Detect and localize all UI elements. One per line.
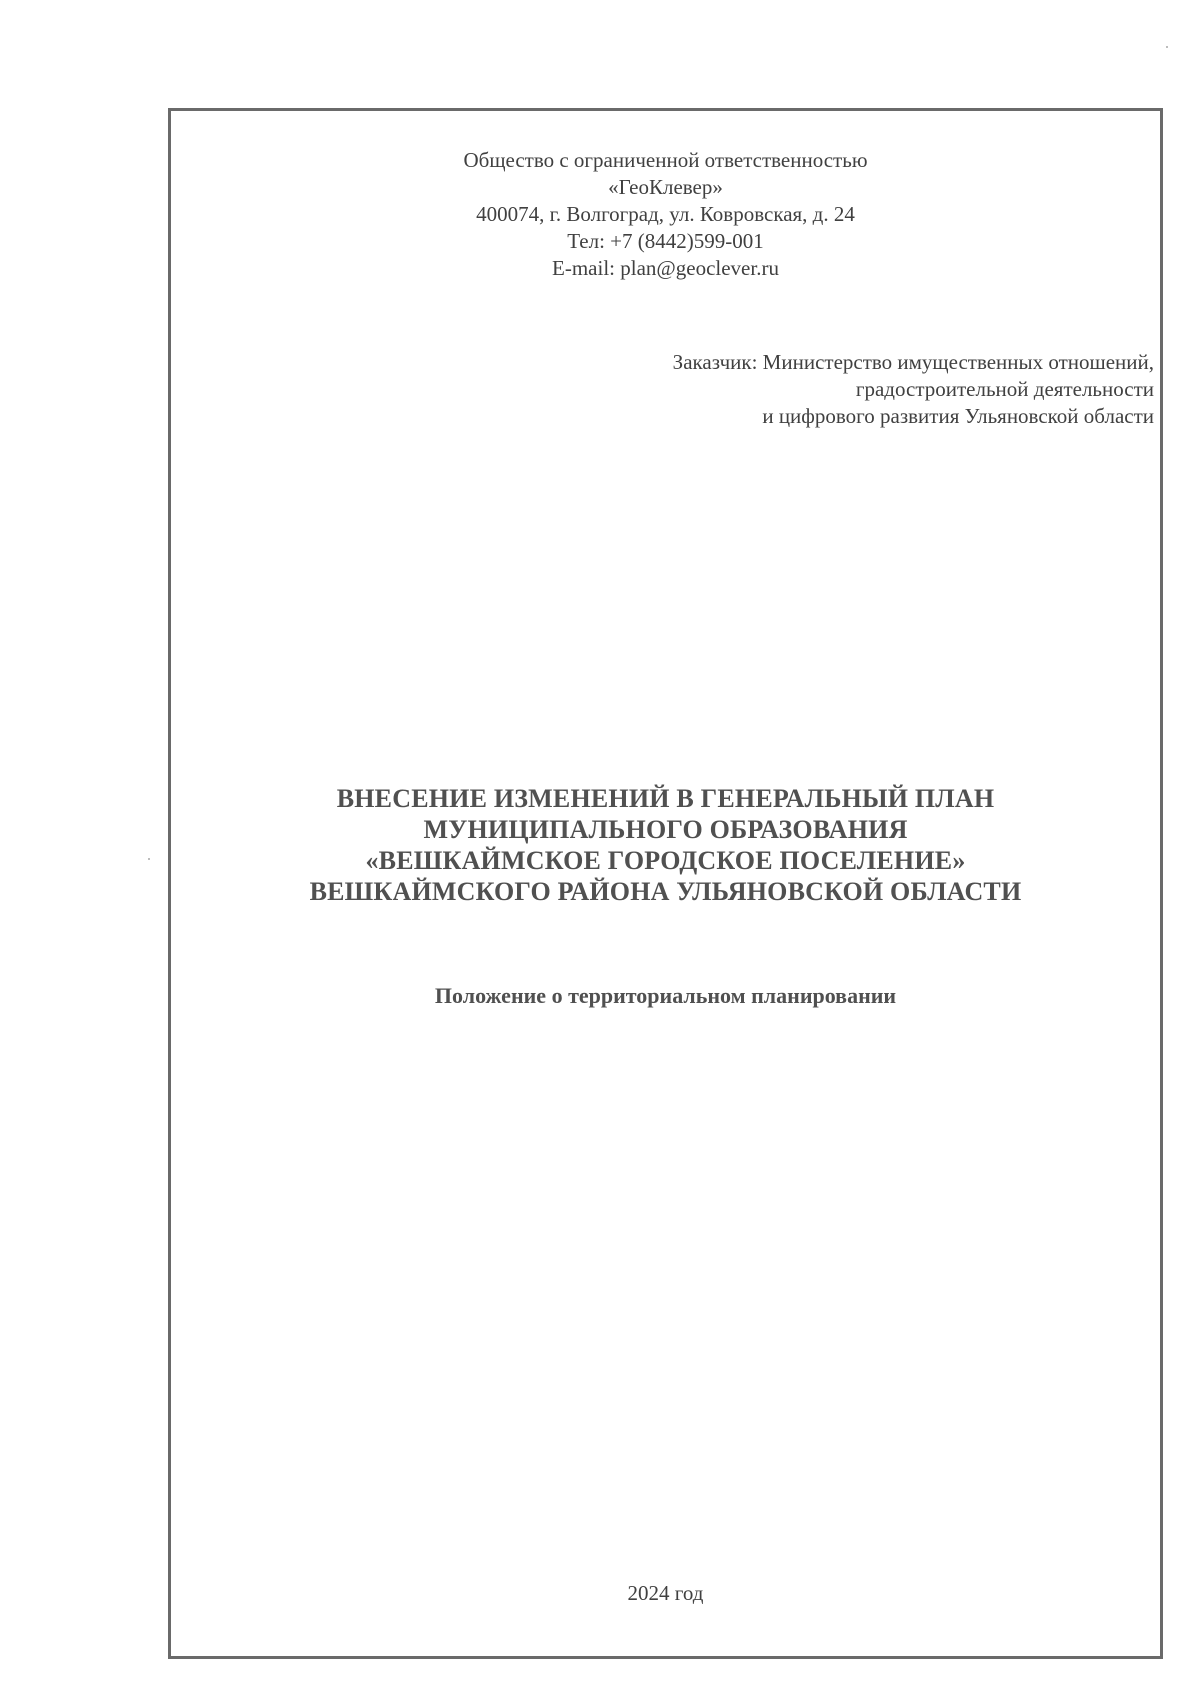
document-year: 2024 год: [627, 1581, 704, 1605]
organization-email: E-mail: plan@geoclever.ru: [552, 256, 779, 280]
document-title-line: МУНИЦИПАЛЬНОГО ОБРАЗОВАНИЯ: [423, 815, 908, 844]
organization-phone: Тел: +7 (8442)599-001: [567, 229, 764, 253]
customer-line: градостроительной деятельности: [855, 377, 1154, 401]
scan-speck: [148, 858, 150, 860]
organization-address: 400074, г. Волгоград, ул. Ковровская, д. 24: [476, 202, 855, 226]
document-title-line: «ВЕШКАЙМСКОЕ ГОРОДСКОЕ ПОСЕЛЕНИЕ»: [365, 846, 966, 875]
title-page-frame: [168, 108, 1163, 1659]
scan-speck: [1166, 46, 1168, 48]
customer-line: и цифрового развития Ульяновской области: [762, 404, 1154, 428]
organization-block: [171, 147, 1160, 282]
customer-block: [673, 349, 1154, 430]
document-title: [171, 783, 1160, 907]
customer-line: Заказчик: Министерство имущественных отношений,: [672, 350, 1154, 374]
document-title-line: ВНЕСЕНИЕ ИЗМЕНЕНИЙ В ГЕНЕРАЛЬНЫЙ ПЛАН: [336, 784, 995, 813]
document-title-line: ВЕШКАЙМСКОГО РАЙОНА УЛЬЯНОВСКОЙ ОБЛАСТИ: [309, 877, 1022, 906]
organization-type: Общество с ограниченной ответственностью: [463, 148, 868, 172]
document-subtitle: Положение о территориальном планировании: [434, 983, 897, 1008]
organization-name: «ГеоКлевер»: [608, 175, 723, 199]
